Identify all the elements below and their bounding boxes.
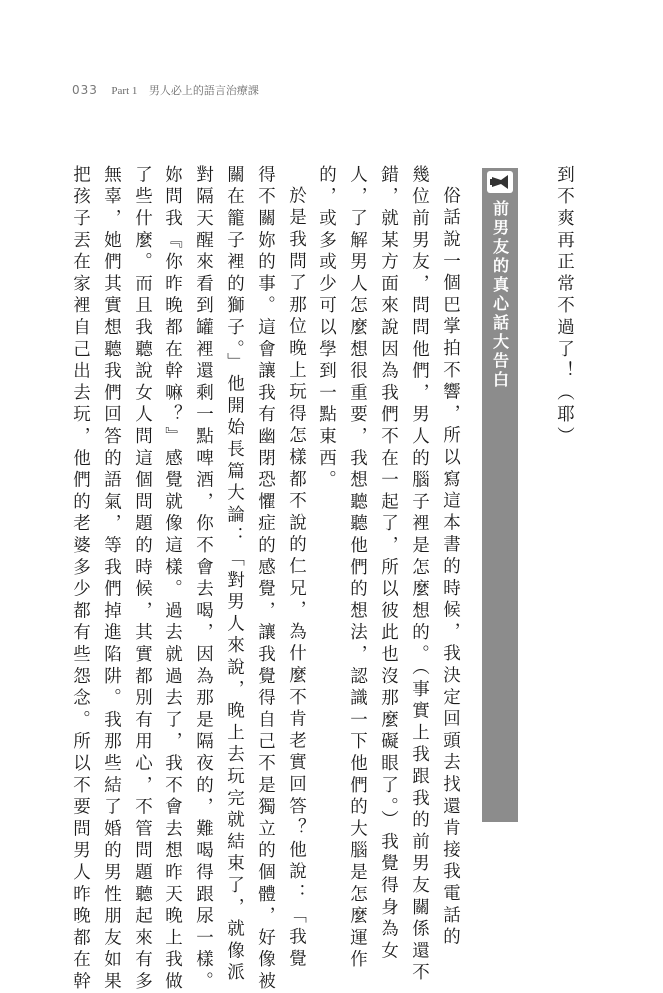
text-column-12: 了些什麼。而且我聽說女人問這個問題的時候，其實都別有用心，不管問題聽起來有多: [132, 165, 153, 993]
text-column-14: 把孩子丟在家裡自己出去玩，他們的老婆多少都有些怨念。所以不要問男人昨晚都在幹: [70, 165, 91, 993]
text-column-1: 到不爽再正常不過了！（耶）: [554, 165, 575, 449]
part-label: Part 1: [111, 85, 138, 97]
section-heading-text: 前男友的真心話大告白: [490, 200, 510, 390]
text-column-4: 錯，就某方面來說因為我們不在一起了，所以彼此也沒那麼礙眼了。）我覺得身為女: [378, 165, 399, 963]
text-column-3: 幾位前男友，問問他們，男人的腦子裡是怎麼想的。（事實上我跟我的前男友關係還不: [409, 165, 430, 985]
text-column-6: 的，或多或少可以學到一點東西。: [316, 165, 337, 492]
text-column-5: 人，了解男人怎麼想很重要，我想聽聽他們的想法，認識一下他們的大腦是怎麼運作: [347, 165, 368, 972]
text-column-10: 對隔天醒來看到罐裡還剩一點啤酒，你不會去喝，因為那是隔夜的，難喝得跟尿一樣。: [193, 165, 214, 993]
text-column-11: 妳問我『你昨晚都在幹嘛？』感覺就像這樣。過去就過去了，我不會去想昨天晚上我做: [162, 165, 183, 993]
text-column-8: 得不關妳的事。這會讓我有幽閉恐懼症的感覺，讓我覺得自己不是獨立的個體，好像被: [255, 165, 276, 993]
section-heading: [482, 200, 518, 390]
text-column-7: 於是我問了那位晚上玩得怎樣都不說的仁兄，為什麼不肯老實回答？他說：「我覺: [286, 186, 307, 971]
page-number: 033: [72, 83, 98, 97]
text-column-2: 俗話說一個巴掌拍不響，所以寫這本書的時候，我決定回頭去找還肯接我電話的: [440, 186, 461, 949]
chapter-title: 男人必上的語言治療課: [148, 84, 259, 97]
running-header: [72, 82, 259, 98]
text-column-13: 無辜，她們其實想聽我們回答的語氣，等我們掉進陷阱。我那些結了婚的男性朋友如果: [101, 165, 122, 993]
megaphone-icon: [487, 171, 513, 193]
text-column-9: 關在籠子裡的獅子。」他開始長篇大論：「對男人來說，晚上去玩完就結束了，就像派: [224, 165, 245, 985]
